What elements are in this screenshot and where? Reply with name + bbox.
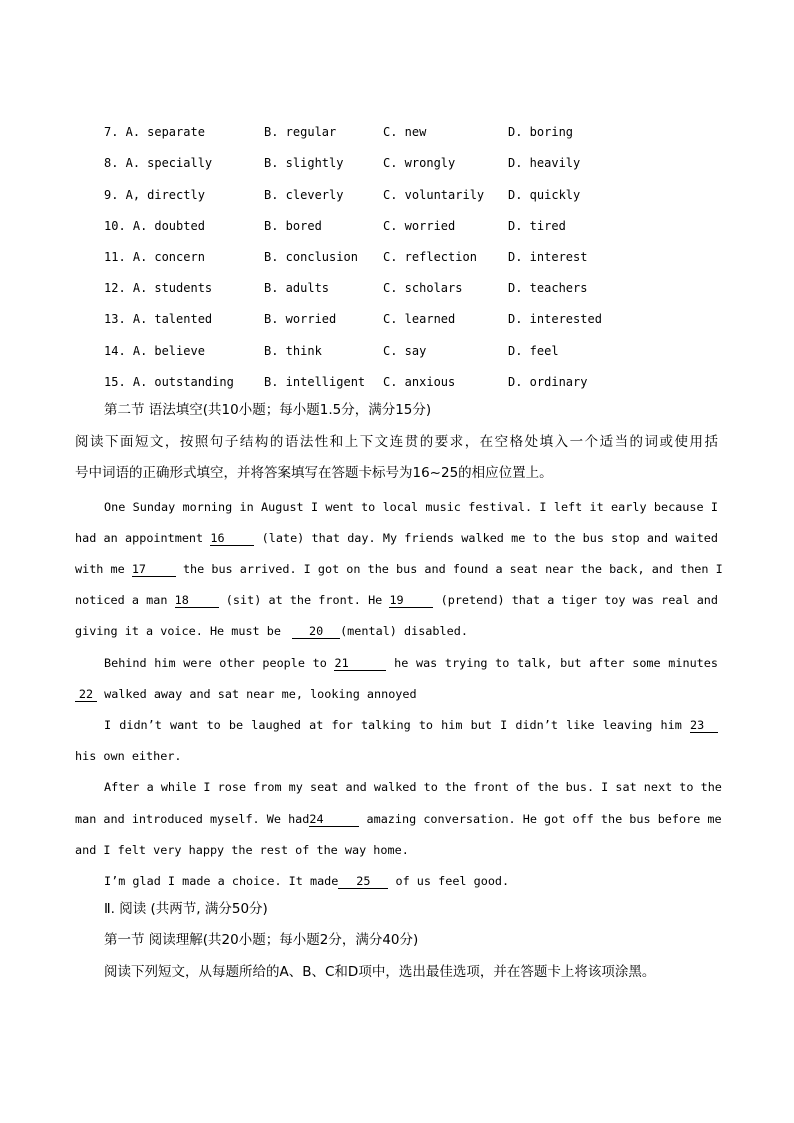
passage-line xyxy=(75,621,468,641)
option-c: C. say xyxy=(383,344,427,358)
option-d: D. ordinary xyxy=(508,375,588,389)
passage-text: he was trying to talk, but after some minutes xyxy=(394,656,718,670)
answer-blank-18[interactable]: 18 xyxy=(175,593,219,608)
passage-text: (mental) disabled. xyxy=(340,624,468,638)
option-b: B. worried xyxy=(264,312,337,326)
question-number-with-option-a xyxy=(104,372,234,392)
question-number: 10. A. xyxy=(104,219,148,233)
option-b: B. slightly xyxy=(264,156,344,170)
passage-text: the bus arrived. I got on the bus and found a seat near the back, and then I xyxy=(182,562,723,576)
option-c: C. scholars xyxy=(383,281,463,295)
passage-text: of us feel good. xyxy=(395,874,510,888)
option-a: concern xyxy=(154,250,205,264)
option-d: D. teachers xyxy=(508,281,588,295)
option-a: separate xyxy=(147,125,205,139)
option-c: C. anxious xyxy=(383,375,456,389)
question-number: 9. A, xyxy=(104,188,141,202)
passage-line: his own either. xyxy=(75,749,182,763)
section2-title: 第二节 语法填空(共10小题；每小题1.5分，满分15分) xyxy=(104,402,432,418)
option-d: D. heavily xyxy=(508,156,581,170)
option-b: B. intelligent xyxy=(264,375,366,389)
option-d: D. quickly xyxy=(508,188,581,202)
part2-instruction: 阅读下列短文，从每题所给的A、B、C和D项中，选出最佳选项，并在答题卡上将该项涂黑。 xyxy=(104,964,656,980)
option-a: students xyxy=(154,281,213,295)
option-b: B. bored xyxy=(264,219,322,233)
option-c: C. learned xyxy=(383,312,456,326)
passage-line: After a while I rose from my seat and walked to the front of the bus. I sat next to the xyxy=(104,780,722,794)
option-d: D. interested xyxy=(508,312,602,326)
option-b: B. conclusion xyxy=(264,250,358,264)
question-number-with-option-a xyxy=(104,216,205,236)
section2-instruction-line1: 阅读下面短文，按照句子结构的语法性和上下文连贯的要求，在空格处填入一个适当的词或使用括 xyxy=(75,434,718,450)
question-number: 8. A. xyxy=(104,156,141,170)
passage-text: man and introduced myself. We had xyxy=(75,812,310,826)
answer-blank-20[interactable]: 20 xyxy=(292,624,340,639)
passage-text: noticed a man xyxy=(75,593,168,607)
passage-text: walked away and sat near me, looking annoyed xyxy=(104,687,417,701)
option-d: D. interest xyxy=(508,250,588,264)
question-number-with-option-a xyxy=(104,122,205,142)
answer-blank-23[interactable]: 23 xyxy=(690,718,718,733)
answer-blank-16[interactable]: 16 xyxy=(210,531,254,546)
passage-line xyxy=(104,871,509,891)
passage-text: I didn’t want to be laughed at for talking to him but I didn’t like leaving him xyxy=(104,718,682,732)
option-a: doubted xyxy=(154,219,205,233)
question-number: 12. A. xyxy=(104,281,148,295)
option-b: B. cleverly xyxy=(264,188,344,202)
passage-line xyxy=(75,684,417,704)
option-d: D. feel xyxy=(508,344,559,358)
part2-title: Ⅱ. 阅读 (共两节, 满分50分) xyxy=(104,901,268,917)
option-b: B. think xyxy=(264,344,322,358)
passage-text: (pretend) that a tiger toy was real and xyxy=(440,593,719,607)
option-b: B. adults xyxy=(264,281,330,295)
question-number-with-option-a xyxy=(104,247,205,267)
passage-text: (late) that day. My friends walked me to the bus stop and waited xyxy=(261,531,719,545)
option-c: C. worried xyxy=(383,219,456,233)
option-c: C. wrongly xyxy=(383,156,456,170)
option-a: specially xyxy=(147,156,213,170)
option-c: C. new xyxy=(383,125,427,139)
question-number-with-option-a xyxy=(104,278,212,298)
option-b: B. regular xyxy=(264,125,337,139)
passage-line xyxy=(75,559,723,579)
passage-line: and I felt very happy the rest of the way home. xyxy=(75,843,409,857)
passage-text: I’m glad I made a choice. It made xyxy=(104,874,339,888)
passage-text: Behind him were other people to xyxy=(104,656,327,670)
passage-text: amazing conversation. He got off the bus before me xyxy=(366,812,722,826)
question-number: 15. A. xyxy=(104,375,148,389)
question-number: 13. A. xyxy=(104,312,148,326)
question-number-with-option-a xyxy=(104,185,205,205)
answer-blank-22[interactable]: 22 xyxy=(75,687,97,702)
passage-line xyxy=(75,528,718,548)
option-c: C. voluntarily xyxy=(383,188,485,202)
answer-blank-17[interactable]: 17 xyxy=(132,562,176,577)
passage-text: with me xyxy=(75,562,125,576)
question-number: 14. A. xyxy=(104,344,148,358)
answer-blank-21[interactable]: 21 xyxy=(334,656,386,671)
passage-text: had an appointment xyxy=(75,531,204,545)
option-a: outstanding xyxy=(154,375,234,389)
option-d: D. boring xyxy=(508,125,574,139)
passage-text: (sit) at the front. He xyxy=(225,593,383,607)
question-number-with-option-a xyxy=(104,309,212,329)
passage-line xyxy=(75,590,718,610)
answer-blank-24[interactable]: 24 xyxy=(309,812,359,827)
passage-line xyxy=(75,809,722,829)
option-d: D. tired xyxy=(508,219,566,233)
question-number-with-option-a xyxy=(104,153,212,173)
question-number: 7. A. xyxy=(104,125,141,139)
option-c: C. reflection xyxy=(383,250,477,264)
passage-line xyxy=(104,715,718,735)
answer-blank-25[interactable]: 25 xyxy=(338,874,388,889)
part2-section1-title: 第一节 阅读理解(共20小题；每小题2分，满分40分) xyxy=(104,932,419,948)
section2-instruction-line2: 号中词语的正确形式填空，并将答案填写在答题卡标号为16~25的相应位置上。 xyxy=(75,465,553,481)
passage-line: One Sunday morning in August I went to local music festival. I left it early because I xyxy=(104,500,718,514)
question-number-with-option-a xyxy=(104,341,205,361)
option-a: directly xyxy=(147,188,205,202)
option-a: talented xyxy=(154,312,213,326)
option-a: believe xyxy=(154,344,205,358)
passage-text: giving it a voice. He must be xyxy=(75,624,281,638)
question-number: 11. A. xyxy=(104,250,148,264)
answer-blank-19[interactable]: 19 xyxy=(389,593,433,608)
passage-line xyxy=(104,653,718,673)
